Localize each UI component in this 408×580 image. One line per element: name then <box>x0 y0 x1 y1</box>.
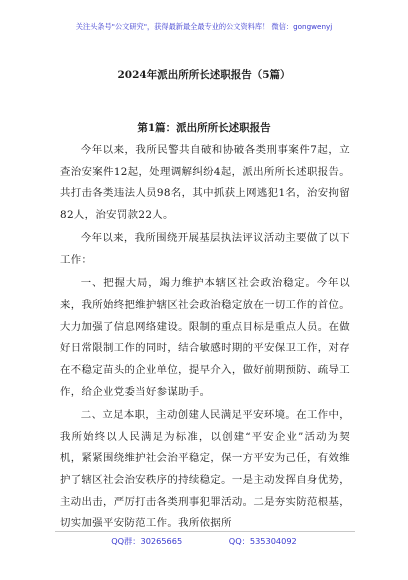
footer <box>0 536 408 547</box>
paragraph: 今年以来，我所民警共自破和协破各类刑事案件7起，立查治安案件12起，处理调解纠纷4起，派出所所长述职报告。共打击各类违法人员98名，其中抓获上网逃犯1名，治安拘留82人，治安罚款22人。 <box>60 144 350 222</box>
paragraph: 一、把握大局，竭力维护本辖区社会政治稳定。今年以来，我所始终把维护辖区社会政治稳定放在一切工作的首位。大力加强了信息网络建设。限制的重点目标是重点人员。在做好日常限制工作的同时，结合敏感时期的平安保卫工作，对存在不稳定苗头的企业单位，提早介入，做好前期预防、疏导工作，给企业党委当好参谋助手。 <box>60 277 350 398</box>
footer-divider <box>55 531 355 532</box>
section-title: 第1篇：派出所所长述职报告 <box>137 122 271 134</box>
paragraph: 今年以来，我所围绕开展基层执法评议活动主要做了以下工作： <box>60 232 350 267</box>
footer-qq: QQ：535304092 <box>228 536 297 546</box>
document-title: 2024年派出所所长述职报告（5篇） <box>117 69 291 81</box>
footer-qq-group: QQ群：30265665 <box>111 536 183 546</box>
paragraph: 二、立足本职，主动创建人民满足平安环境。在工作中，我所始终以人民满足为标准，以创建“平安企业”活动为契机，紧紧围绕维护社会治平稳定，保一方平安为己任，有效维护了辖区社会治安秩序的持续稳定。一是主动发挥自身优势，主动出击，严厉打击各类刑事犯罪活动。二是夯实防范根基，切实加强平安防范工作。我所依据所 <box>60 408 350 530</box>
body-text <box>60 140 350 537</box>
header-note: 关注头条号"公文研究"，获得最新最全最专业的公文资料库！ 微信：gongwenyj <box>75 22 333 31</box>
